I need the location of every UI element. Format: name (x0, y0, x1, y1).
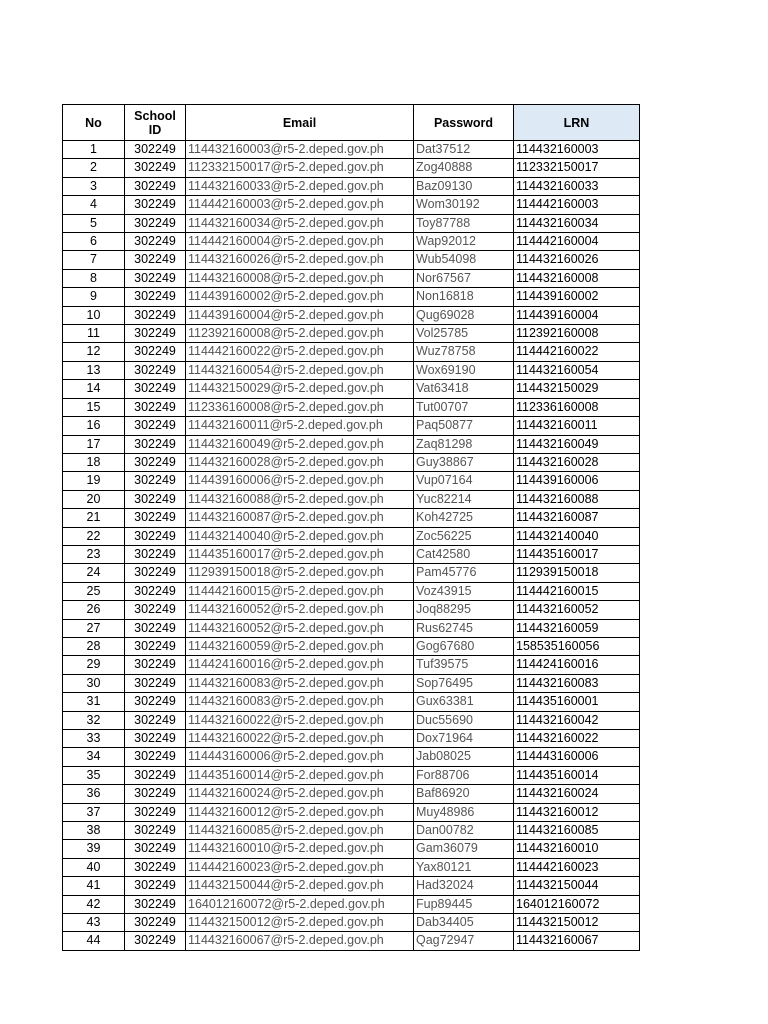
cell-email: 114442160003@r5-2.deped.gov.ph (186, 196, 414, 214)
cell-password: Dan00782 (414, 822, 514, 840)
cell-no: 38 (63, 822, 125, 840)
cell-email: 112939150018@r5-2.deped.gov.ph (186, 564, 414, 582)
cell-password: Wox69190 (414, 361, 514, 379)
cell-no: 5 (63, 214, 125, 232)
cell-school-id: 302249 (125, 417, 186, 435)
cell-school-id: 302249 (125, 141, 186, 159)
cell-password: Zog40888 (414, 159, 514, 177)
cell-lrn: 114432160042 (514, 711, 640, 729)
cell-email: 114442160022@r5-2.deped.gov.ph (186, 343, 414, 361)
cell-school-id: 302249 (125, 527, 186, 545)
cell-lrn: 114432160026 (514, 251, 640, 269)
cell-no: 44 (63, 932, 125, 950)
table-row (63, 840, 640, 858)
cell-email: 114432160083@r5-2.deped.gov.ph (186, 674, 414, 692)
cell-email: 114435160014@r5-2.deped.gov.ph (186, 766, 414, 784)
cell-no: 30 (63, 674, 125, 692)
cell-password: Yax80121 (414, 858, 514, 876)
cell-password: Zoc56225 (414, 527, 514, 545)
cell-lrn: 114432150044 (514, 877, 640, 895)
cell-lrn: 114435160014 (514, 766, 640, 784)
table-row (63, 417, 640, 435)
cell-email: 114432160003@r5-2.deped.gov.ph (186, 141, 414, 159)
cell-school-id: 302249 (125, 693, 186, 711)
cell-school-id: 302249 (125, 582, 186, 600)
cell-password: Had32024 (414, 877, 514, 895)
cell-school-id: 302249 (125, 840, 186, 858)
table-row (63, 361, 640, 379)
cell-password: Qug69028 (414, 306, 514, 324)
cell-email: 112392160008@r5-2.deped.gov.ph (186, 325, 414, 343)
cell-no: 1 (63, 141, 125, 159)
cell-email: 114432160052@r5-2.deped.gov.ph (186, 619, 414, 637)
cell-no: 8 (63, 269, 125, 287)
cell-lrn: 114435160001 (514, 693, 640, 711)
cell-school-id: 302249 (125, 822, 186, 840)
cell-email: 114432160034@r5-2.deped.gov.ph (186, 214, 414, 232)
table-row (63, 251, 640, 269)
cell-email: 114432150044@r5-2.deped.gov.ph (186, 877, 414, 895)
cell-no: 42 (63, 895, 125, 913)
table-row (63, 730, 640, 748)
cell-school-id: 302249 (125, 656, 186, 674)
cell-lrn: 114432160054 (514, 361, 640, 379)
cell-no: 40 (63, 858, 125, 876)
table-row (63, 785, 640, 803)
cell-email: 114442160015@r5-2.deped.gov.ph (186, 582, 414, 600)
cell-password: Qag72947 (414, 932, 514, 950)
cell-lrn: 114432160003 (514, 141, 640, 159)
cell-school-id: 302249 (125, 748, 186, 766)
cell-lrn: 114432160085 (514, 822, 640, 840)
table-row (63, 269, 640, 287)
cell-email: 114432150012@r5-2.deped.gov.ph (186, 914, 414, 932)
cell-password: Dab34405 (414, 914, 514, 932)
cell-lrn: 114439160006 (514, 472, 640, 490)
cell-lrn: 114442160015 (514, 582, 640, 600)
cell-email: 114432160052@r5-2.deped.gov.ph (186, 601, 414, 619)
cell-email: 114439160004@r5-2.deped.gov.ph (186, 306, 414, 324)
table-body (63, 141, 640, 951)
cell-email: 114432160008@r5-2.deped.gov.ph (186, 269, 414, 287)
cell-email: 114424160016@r5-2.deped.gov.ph (186, 656, 414, 674)
cell-email: 114432160083@r5-2.deped.gov.ph (186, 693, 414, 711)
cell-school-id: 302249 (125, 288, 186, 306)
cell-lrn: 114439160004 (514, 306, 640, 324)
column-header-password: Password (414, 105, 514, 141)
cell-password: Duc55690 (414, 711, 514, 729)
cell-email: 164012160072@r5-2.deped.gov.ph (186, 895, 414, 913)
cell-password: Vol25785 (414, 325, 514, 343)
table-row (63, 877, 640, 895)
column-header-email: Email (186, 105, 414, 141)
cell-password: For88706 (414, 766, 514, 784)
cell-password: Yuc82214 (414, 490, 514, 508)
cell-email: 114432160024@r5-2.deped.gov.ph (186, 785, 414, 803)
cell-no: 13 (63, 361, 125, 379)
cell-no: 6 (63, 233, 125, 251)
cell-no: 33 (63, 730, 125, 748)
cell-lrn: 112336160008 (514, 398, 640, 416)
cell-lrn: 164012160072 (514, 895, 640, 913)
table-row (63, 435, 640, 453)
cell-email: 114432160085@r5-2.deped.gov.ph (186, 822, 414, 840)
table-row (63, 932, 640, 950)
cell-lrn: 114432150012 (514, 914, 640, 932)
cell-school-id: 302249 (125, 398, 186, 416)
cell-password: Wap92012 (414, 233, 514, 251)
table-row (63, 545, 640, 563)
cell-lrn: 114432160008 (514, 269, 640, 287)
cell-lrn: 114439160002 (514, 288, 640, 306)
cell-school-id: 302249 (125, 914, 186, 932)
cell-no: 26 (63, 601, 125, 619)
cell-no: 20 (63, 490, 125, 508)
table-row (63, 177, 640, 195)
cell-lrn: 114442160003 (514, 196, 640, 214)
table-row (63, 693, 640, 711)
cell-password: Sop76495 (414, 674, 514, 692)
cell-password: Joq88295 (414, 601, 514, 619)
cell-no: 2 (63, 159, 125, 177)
cell-no: 41 (63, 877, 125, 895)
cell-password: Wuz78758 (414, 343, 514, 361)
cell-email: 114432150029@r5-2.deped.gov.ph (186, 380, 414, 398)
table-row (63, 858, 640, 876)
table-row (63, 601, 640, 619)
cell-password: Wom30192 (414, 196, 514, 214)
table-row (63, 288, 640, 306)
cell-email: 114435160017@r5-2.deped.gov.ph (186, 545, 414, 563)
column-header-no: No (63, 105, 125, 141)
cell-no: 23 (63, 545, 125, 563)
cell-email: 114442160023@r5-2.deped.gov.ph (186, 858, 414, 876)
cell-no: 17 (63, 435, 125, 453)
cell-no: 3 (63, 177, 125, 195)
table-row (63, 325, 640, 343)
cell-email: 114443160006@r5-2.deped.gov.ph (186, 748, 414, 766)
cell-no: 29 (63, 656, 125, 674)
cell-lrn: 114432140040 (514, 527, 640, 545)
cell-email: 114432160012@r5-2.deped.gov.ph (186, 803, 414, 821)
cell-school-id: 302249 (125, 472, 186, 490)
table-row (63, 214, 640, 232)
cell-password: Pam45776 (414, 564, 514, 582)
cell-password: Baf86920 (414, 785, 514, 803)
cell-lrn: 112332150017 (514, 159, 640, 177)
cell-lrn: 114442160004 (514, 233, 640, 251)
cell-email: 114432160022@r5-2.deped.gov.ph (186, 711, 414, 729)
cell-email: 114439160002@r5-2.deped.gov.ph (186, 288, 414, 306)
cell-password: Jab08025 (414, 748, 514, 766)
cell-no: 36 (63, 785, 125, 803)
cell-school-id: 302249 (125, 711, 186, 729)
cell-password: Rus62745 (414, 619, 514, 637)
table-row (63, 196, 640, 214)
table-row (63, 895, 640, 913)
cell-lrn: 114432150029 (514, 380, 640, 398)
table-header-row (63, 105, 640, 141)
cell-school-id: 302249 (125, 877, 186, 895)
cell-email: 114439160006@r5-2.deped.gov.ph (186, 472, 414, 490)
cell-no: 19 (63, 472, 125, 490)
cell-school-id: 302249 (125, 509, 186, 527)
table-row (63, 159, 640, 177)
cell-school-id: 302249 (125, 490, 186, 508)
cell-no: 11 (63, 325, 125, 343)
cell-school-id: 302249 (125, 601, 186, 619)
column-header-school-id: School ID (125, 105, 186, 141)
table-row (63, 803, 640, 821)
table-row (63, 141, 640, 159)
cell-no: 4 (63, 196, 125, 214)
student-accounts-table (62, 104, 640, 951)
cell-lrn: 114432160024 (514, 785, 640, 803)
cell-no: 7 (63, 251, 125, 269)
cell-password: Vat63418 (414, 380, 514, 398)
cell-school-id: 302249 (125, 269, 186, 287)
cell-email: 114432160059@r5-2.deped.gov.ph (186, 637, 414, 655)
cell-lrn: 114432160059 (514, 619, 640, 637)
table-row (63, 748, 640, 766)
cell-password: Gam36079 (414, 840, 514, 858)
cell-no: 27 (63, 619, 125, 637)
cell-no: 25 (63, 582, 125, 600)
table-row (63, 380, 640, 398)
cell-email: 114432140040@r5-2.deped.gov.ph (186, 527, 414, 545)
cell-school-id: 302249 (125, 453, 186, 471)
cell-email: 114432160010@r5-2.deped.gov.ph (186, 840, 414, 858)
cell-password: Guy38867 (414, 453, 514, 471)
cell-school-id: 302249 (125, 730, 186, 748)
cell-school-id: 302249 (125, 306, 186, 324)
table-row (63, 637, 640, 655)
cell-lrn: 114432160087 (514, 509, 640, 527)
cell-school-id: 302249 (125, 545, 186, 563)
cell-no: 39 (63, 840, 125, 858)
cell-email: 114432160087@r5-2.deped.gov.ph (186, 509, 414, 527)
cell-password: Tuf39575 (414, 656, 514, 674)
cell-lrn: 114432160088 (514, 490, 640, 508)
cell-email: 114432160022@r5-2.deped.gov.ph (186, 730, 414, 748)
cell-lrn: 112939150018 (514, 564, 640, 582)
cell-lrn: 114432160083 (514, 674, 640, 692)
cell-no: 31 (63, 693, 125, 711)
cell-no: 43 (63, 914, 125, 932)
cell-school-id: 302249 (125, 674, 186, 692)
cell-email: 114432160049@r5-2.deped.gov.ph (186, 435, 414, 453)
cell-lrn: 114432160022 (514, 730, 640, 748)
cell-email: 114432160033@r5-2.deped.gov.ph (186, 177, 414, 195)
cell-email: 114442160004@r5-2.deped.gov.ph (186, 233, 414, 251)
cell-no: 14 (63, 380, 125, 398)
table-row (63, 490, 640, 508)
cell-password: Koh42725 (414, 509, 514, 527)
cell-school-id: 302249 (125, 785, 186, 803)
table-row (63, 306, 640, 324)
cell-no: 21 (63, 509, 125, 527)
cell-school-id: 302249 (125, 619, 186, 637)
cell-school-id: 302249 (125, 435, 186, 453)
table-row (63, 619, 640, 637)
cell-no: 34 (63, 748, 125, 766)
cell-no: 24 (63, 564, 125, 582)
cell-school-id: 302249 (125, 637, 186, 655)
cell-password: Muy48986 (414, 803, 514, 821)
table-row (63, 509, 640, 527)
cell-password: Baz09130 (414, 177, 514, 195)
cell-lrn: 114432160033 (514, 177, 640, 195)
cell-school-id: 302249 (125, 196, 186, 214)
table-row (63, 564, 640, 582)
table-row (63, 582, 640, 600)
cell-no: 37 (63, 803, 125, 821)
table-row (63, 711, 640, 729)
cell-lrn: 114442160023 (514, 858, 640, 876)
cell-no: 18 (63, 453, 125, 471)
cell-lrn: 114443160006 (514, 748, 640, 766)
cell-email: 114432160067@r5-2.deped.gov.ph (186, 932, 414, 950)
cell-school-id: 302249 (125, 343, 186, 361)
table-row (63, 527, 640, 545)
cell-email: 112336160008@r5-2.deped.gov.ph (186, 398, 414, 416)
cell-no: 28 (63, 637, 125, 655)
table-row (63, 674, 640, 692)
cell-no: 22 (63, 527, 125, 545)
cell-no: 12 (63, 343, 125, 361)
cell-password: Toy87788 (414, 214, 514, 232)
cell-lrn: 158535160056 (514, 637, 640, 655)
cell-school-id: 302249 (125, 380, 186, 398)
cell-password: Tut00707 (414, 398, 514, 416)
cell-password: Dat37512 (414, 141, 514, 159)
cell-password: Cat42580 (414, 545, 514, 563)
cell-password: Wub54098 (414, 251, 514, 269)
cell-school-id: 302249 (125, 233, 186, 251)
table-row (63, 766, 640, 784)
cell-no: 9 (63, 288, 125, 306)
cell-lrn: 114432160011 (514, 417, 640, 435)
cell-lrn: 114432160067 (514, 932, 640, 950)
cell-lrn: 114442160022 (514, 343, 640, 361)
cell-no: 10 (63, 306, 125, 324)
cell-email: 114432160054@r5-2.deped.gov.ph (186, 361, 414, 379)
table-row (63, 343, 640, 361)
cell-password: Vup07164 (414, 472, 514, 490)
cell-lrn: 114432160028 (514, 453, 640, 471)
cell-lrn: 114432160012 (514, 803, 640, 821)
cell-school-id: 302249 (125, 177, 186, 195)
cell-no: 16 (63, 417, 125, 435)
cell-email: 114432160088@r5-2.deped.gov.ph (186, 490, 414, 508)
cell-lrn: 112392160008 (514, 325, 640, 343)
table-row (63, 472, 640, 490)
cell-password: Paq50877 (414, 417, 514, 435)
cell-lrn: 114432160010 (514, 840, 640, 858)
cell-school-id: 302249 (125, 932, 186, 950)
table-row (63, 914, 640, 932)
cell-password: Fup89445 (414, 895, 514, 913)
cell-school-id: 302249 (125, 766, 186, 784)
cell-password: Non16818 (414, 288, 514, 306)
column-header-lrn: LRN (514, 105, 640, 141)
cell-password: Gux63381 (414, 693, 514, 711)
cell-school-id: 302249 (125, 858, 186, 876)
cell-password: Dox71964 (414, 730, 514, 748)
table-row (63, 822, 640, 840)
cell-school-id: 302249 (125, 564, 186, 582)
cell-school-id: 302249 (125, 803, 186, 821)
cell-school-id: 302249 (125, 159, 186, 177)
cell-password: Zaq81298 (414, 435, 514, 453)
cell-no: 15 (63, 398, 125, 416)
cell-email: 112332150017@r5-2.deped.gov.ph (186, 159, 414, 177)
cell-password: Voz43915 (414, 582, 514, 600)
cell-no: 35 (63, 766, 125, 784)
cell-lrn: 114432160049 (514, 435, 640, 453)
cell-lrn: 114424160016 (514, 656, 640, 674)
table-row (63, 233, 640, 251)
cell-school-id: 302249 (125, 214, 186, 232)
cell-email: 114432160011@r5-2.deped.gov.ph (186, 417, 414, 435)
cell-school-id: 302249 (125, 361, 186, 379)
cell-lrn: 114435160017 (514, 545, 640, 563)
table-row (63, 398, 640, 416)
cell-lrn: 114432160052 (514, 601, 640, 619)
cell-school-id: 302249 (125, 251, 186, 269)
cell-school-id: 302249 (125, 325, 186, 343)
cell-email: 114432160026@r5-2.deped.gov.ph (186, 251, 414, 269)
cell-password: Nor67567 (414, 269, 514, 287)
table-row (63, 656, 640, 674)
cell-lrn: 114432160034 (514, 214, 640, 232)
cell-no: 32 (63, 711, 125, 729)
table-row (63, 453, 640, 471)
cell-email: 114432160028@r5-2.deped.gov.ph (186, 453, 414, 471)
cell-password: Gog67680 (414, 637, 514, 655)
cell-school-id: 302249 (125, 895, 186, 913)
